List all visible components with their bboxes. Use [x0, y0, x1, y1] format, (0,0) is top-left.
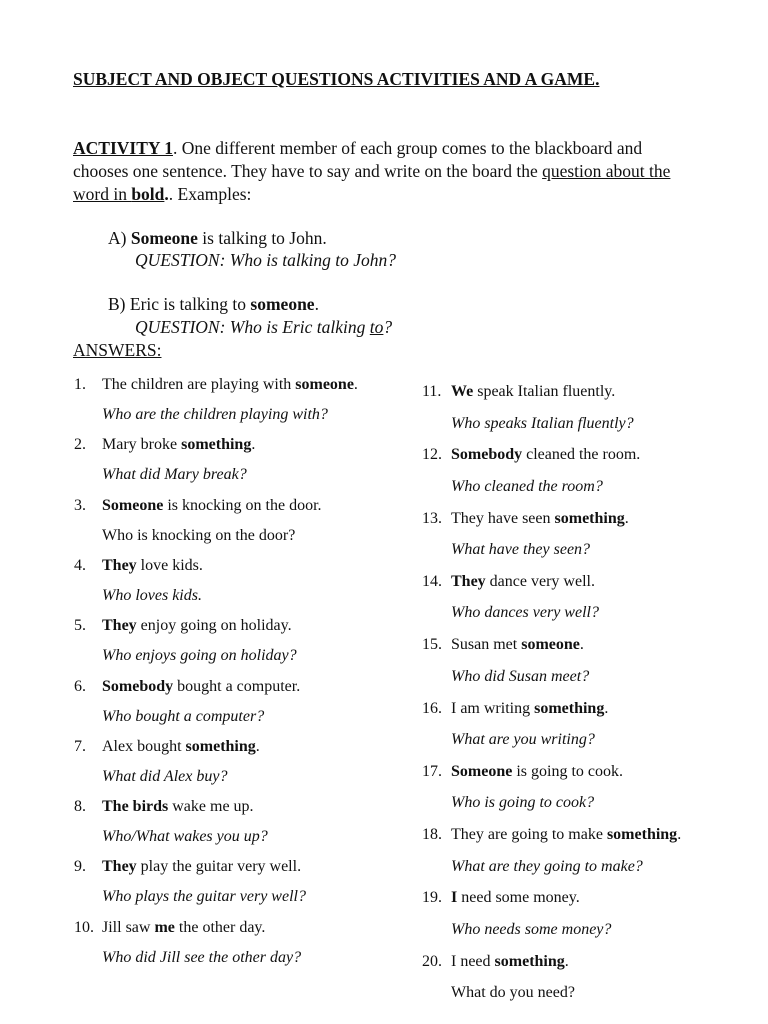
item-answer: What did Mary break? — [102, 466, 247, 484]
item-text-pre: I need — [451, 952, 495, 970]
activity-underlined-part: question about the word in — [73, 161, 671, 204]
answers-label: ANSWERS: — [73, 340, 162, 360]
item-number: 3. — [74, 496, 86, 514]
example-a-question: QUESTION: Who is talking to John? — [135, 250, 397, 270]
item-number: 2. — [74, 436, 86, 454]
activity-text-2: . Examples: — [168, 184, 252, 204]
item-number: 19. — [422, 889, 442, 907]
item-number: 9. — [74, 858, 86, 876]
item-answer: Who did Jill see the other day? — [102, 948, 302, 966]
item-text-pre: Susan met — [451, 636, 522, 654]
item-text-post: play the guitar very well. — [136, 858, 302, 876]
item-text-pre: The children are playing with — [102, 376, 296, 393]
item-bold-word: I — [451, 889, 458, 907]
item-text-post: . — [624, 509, 629, 527]
item-number: 6. — [74, 677, 86, 695]
item-number: 1. — [74, 376, 86, 393]
item-number: 12. — [422, 446, 442, 464]
item-text-post: enjoy going on holiday. — [136, 617, 292, 635]
example-a-bold: Someone — [130, 228, 198, 248]
item-answer: Who are the children playing with? — [102, 406, 328, 423]
item-text-post: cleaned the room. — [522, 446, 641, 464]
item-text-post: . — [677, 826, 682, 844]
example-b-question-post: ? — [383, 317, 393, 337]
item-bold-word: me — [154, 918, 175, 936]
item-text-post: speak Italian fluently. — [473, 383, 616, 400]
item-bold-word: The birds — [102, 798, 169, 816]
item-answer: Who did Susan meet? — [451, 667, 590, 685]
example-a — [108, 227, 327, 250]
item-text-post: . — [604, 699, 609, 717]
item-bold-word: something — [181, 436, 252, 454]
item-text-post: is knocking on the door. — [163, 496, 322, 514]
example-b-bold: someone — [250, 294, 315, 314]
list-item — [422, 825, 681, 845]
example-b-prefix: B) Eric is talking to — [108, 294, 251, 314]
list-item — [422, 635, 584, 655]
item-number: 18. — [422, 826, 442, 844]
list-item — [422, 572, 595, 592]
item-text-pre: They are going to make — [451, 826, 607, 844]
item-answer: What did Alex buy? — [102, 767, 228, 785]
item-number: 10. — [74, 918, 94, 936]
item-answer: Who enjoys going on holiday? — [102, 647, 297, 665]
example-b — [108, 293, 319, 316]
item-number: 20. — [422, 952, 442, 970]
item-number: 7. — [74, 737, 86, 755]
list-item — [74, 677, 300, 697]
list-item — [74, 737, 260, 757]
item-text-post: need some money. — [457, 889, 580, 907]
example-b-question-underlined: to — [369, 317, 384, 337]
list-item — [74, 496, 322, 516]
item-bold-word: They — [102, 617, 137, 635]
item-text-pre: I am writing — [451, 699, 535, 717]
item-answer: What have they seen? — [451, 541, 591, 559]
activity-label: ACTIVITY 1 — [73, 138, 173, 158]
item-number: 17. — [422, 762, 442, 780]
item-answer: Who plays the guitar very well? — [102, 888, 306, 906]
example-a-prefix: A) — [108, 228, 131, 248]
item-bold-word: someone — [295, 376, 354, 393]
example-b-question-pre: QUESTION: Who is Eric talking — [135, 317, 370, 337]
list-item — [74, 616, 292, 636]
item-number: 8. — [74, 798, 86, 816]
item-text-post: wake me up. — [168, 798, 254, 816]
example-b-rest: . — [314, 294, 319, 314]
item-text-post: is going to cook. — [512, 762, 623, 780]
activity-period: . — [164, 184, 169, 204]
list-item — [422, 382, 615, 402]
item-answer: Who needs some money? — [451, 920, 612, 938]
item-number: 5. — [74, 617, 86, 635]
item-text-post: the other day. — [174, 918, 266, 936]
list-item — [422, 699, 608, 719]
item-text-post: love kids. — [136, 556, 203, 574]
list-item — [422, 509, 629, 529]
item-bold-word: Someone — [102, 496, 164, 514]
item-answer: What are they going to make? — [451, 857, 643, 875]
item-bold-word: something — [185, 737, 256, 755]
item-answer: Who cleaned the room? — [451, 477, 603, 495]
item-text-pre: Mary broke — [102, 436, 182, 454]
item-bold-word: They — [451, 572, 486, 590]
item-number: 13. — [422, 509, 442, 527]
page-title: SUBJECT AND OBJECT QUESTIONS ACTIVITIES AND A GAME. — [73, 69, 600, 89]
list-item — [74, 435, 255, 455]
item-bold-word: They — [102, 858, 137, 876]
list-item — [422, 445, 640, 465]
item-text-post: . — [255, 737, 260, 755]
item-text-post: . — [564, 952, 569, 970]
item-answer: Who bought a computer? — [102, 707, 265, 725]
item-number: 15. — [422, 636, 442, 654]
item-answer: Who loves kids. — [102, 586, 202, 604]
item-bold-word: something — [554, 509, 625, 527]
item-text-post: . — [579, 636, 584, 654]
item-text-pre: They have seen — [451, 509, 555, 527]
item-bold-word: something — [534, 699, 605, 717]
list-item — [422, 762, 623, 782]
item-bold-word: Someone — [451, 762, 513, 780]
item-answer: Who is knocking on the door? — [102, 526, 296, 544]
item-text-post: . — [251, 436, 256, 454]
item-bold-word: They — [102, 556, 137, 574]
item-bold-word: We — [451, 383, 474, 400]
item-answer: What do you need? — [451, 984, 575, 1002]
item-text-pre: Alex bought — [102, 737, 186, 755]
item-answer: Who/What wakes you up? — [102, 828, 268, 846]
item-text-post: bought a computer. — [173, 677, 301, 695]
activity-instructions — [73, 137, 693, 206]
item-answer: Who dances very well? — [451, 604, 599, 622]
item-bold-word: something — [606, 826, 678, 844]
item-number: 11. — [422, 383, 442, 400]
item-answer: What are you writing? — [451, 731, 595, 748]
item-number: 14. — [422, 572, 442, 590]
item-bold-word: someone — [521, 636, 580, 654]
example-b-question — [135, 316, 392, 339]
item-number: 4. — [74, 556, 86, 574]
item-answer: Who speaks Italian fluently? — [451, 414, 634, 432]
item-bold-word: something — [494, 952, 565, 970]
item-text-post: dance very well. — [485, 572, 595, 590]
list-item — [74, 918, 265, 938]
item-text-post: . — [353, 376, 358, 393]
list-item — [74, 375, 358, 395]
list-item — [422, 952, 569, 972]
list-item — [74, 857, 301, 877]
item-answer: Who is going to cook? — [451, 794, 595, 812]
list-item — [74, 797, 254, 817]
activity-text-1: . One different member of each group comes to the blackboard and chooses one sentence. They have to say and write on the board the — [73, 138, 643, 181]
example-a-rest: is talking to John. — [197, 228, 327, 248]
list-item — [422, 888, 580, 908]
item-text-pre: Jill saw — [102, 918, 155, 936]
item-number: 16. — [422, 699, 442, 717]
activity-bold-word: bold — [131, 184, 165, 204]
list-item — [74, 556, 203, 576]
item-bold-word: Somebody — [102, 677, 174, 695]
item-bold-word: Somebody — [451, 446, 523, 464]
